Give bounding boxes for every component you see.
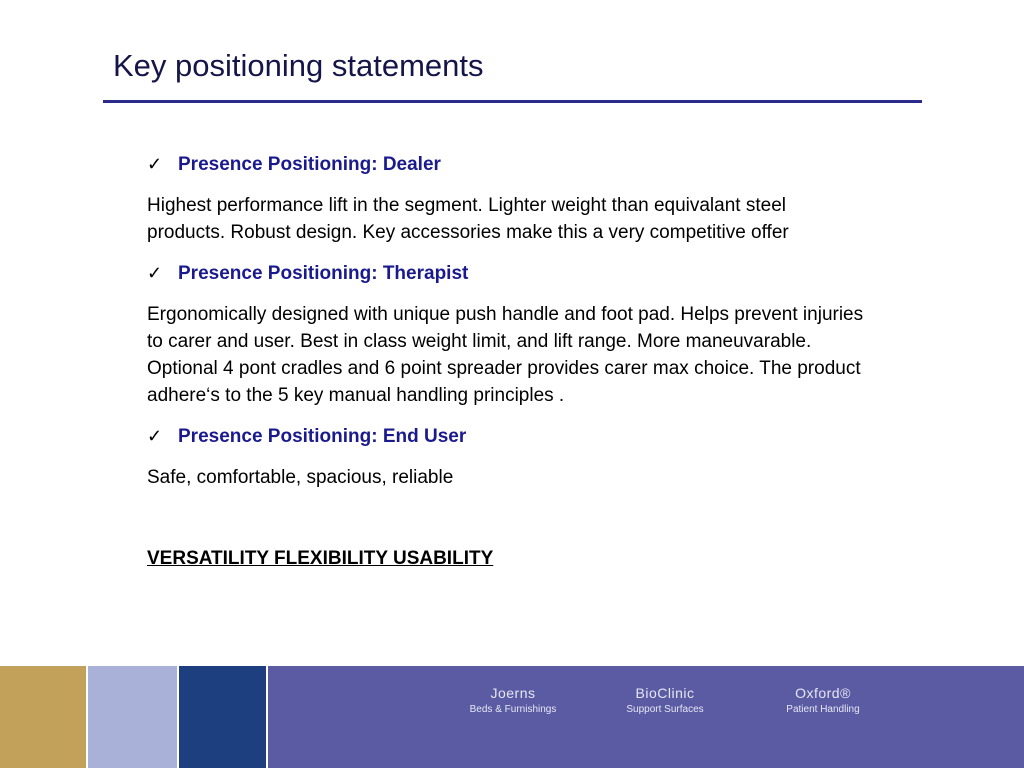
brand-oxford	[778, 685, 868, 715]
section-heading-therapist	[147, 260, 867, 287]
section-body-end-user: Safe, comfortable, spacious, reliable	[147, 467, 454, 488]
brand-subtitle: Support Surfaces	[626, 704, 704, 715]
section-heading-text: Presence Positioning: End User	[178, 426, 467, 447]
slide-content	[147, 151, 867, 572]
footer-swatch-gold	[0, 666, 88, 768]
brand-joerns	[468, 685, 558, 715]
section-body-therapist: Ergonomically designed with unique push handle and foot pad. Helps prevent injuries to carer and user. Best in class weight limit, and lift range. More maneuvarable. Optional 4 pont cradles and 6 point spreader provides carer max choice. The product adhere‘s to the 5 key manual handling principles .	[147, 304, 864, 406]
section-heading-end-user	[147, 423, 867, 450]
brand-name: Oxford®	[795, 685, 851, 701]
footer-band	[0, 666, 1024, 768]
footer-swatch-light-blue	[88, 666, 179, 768]
footer-swatch-navy	[179, 666, 268, 768]
checkmark-icon: ✓	[147, 426, 163, 446]
brand-subtitle: Beds & Furnishings	[469, 704, 557, 715]
brand-bioclinic	[620, 685, 710, 715]
brand-subtitle: Patient Handling	[786, 704, 860, 715]
section-heading-text: Presence Positioning: Therapist	[178, 263, 469, 284]
section-body-dealer: Highest performance lift in the segment. Lighter weight than equivalant steel products. Robust design. Key accessories make this a very competitive offer	[147, 195, 789, 243]
brand-name: Joerns	[490, 685, 536, 701]
brand-name: BioClinic	[635, 685, 695, 701]
footer-brand-panel	[268, 666, 1024, 768]
slide-title: Key positioning statements	[113, 48, 484, 83]
checkmark-icon: ✓	[147, 263, 163, 283]
checkmark-icon: ✓	[147, 154, 163, 174]
title-divider	[103, 100, 922, 103]
section-heading-dealer	[147, 151, 867, 178]
section-heading-text: Presence Positioning: Dealer	[178, 154, 441, 175]
tagline: VERSATILITY FLEXIBILITY USABILITY	[147, 548, 494, 569]
